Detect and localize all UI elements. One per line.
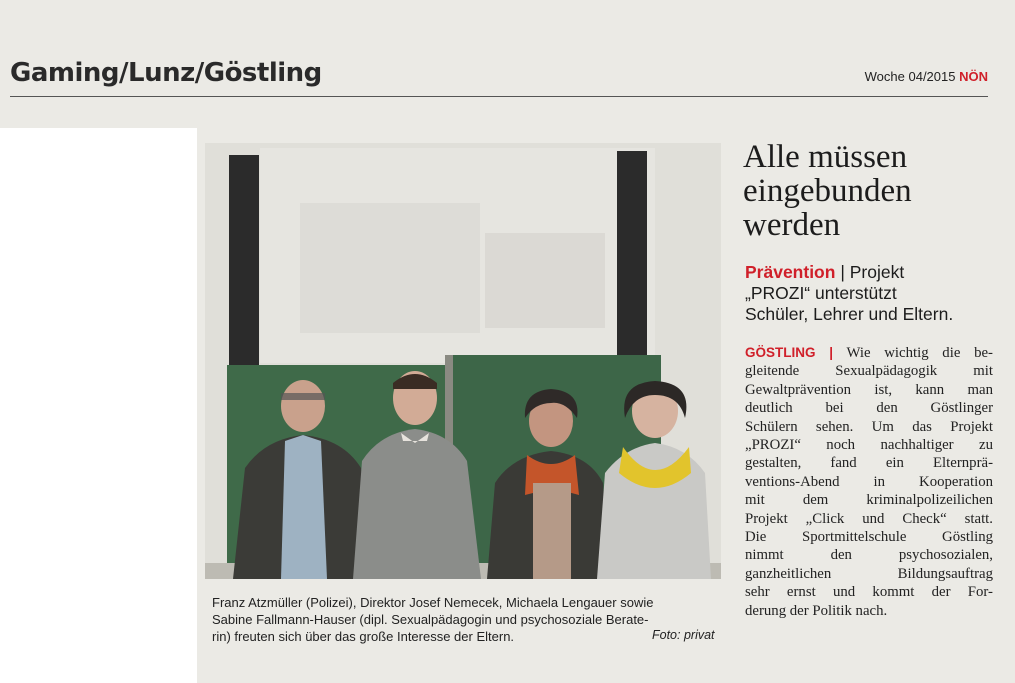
article-body — [745, 344, 993, 620]
body-line: nimmt den psychosozialen, — [745, 547, 993, 564]
body-line: „PROZI“ noch nachhaltiger zu — [745, 437, 993, 454]
section-title: Gaming/Lunz/Göstling — [10, 58, 322, 88]
header-rule — [10, 96, 988, 97]
body-line: gestalten, fand ein Elternprä- — [745, 455, 993, 472]
photo-credit: Foto: privat — [652, 628, 715, 642]
left-stand — [229, 155, 259, 370]
caption-line: Sabine Fallmann-Hauser (dipl. Sexualpädagogin und psychosoziale Berate- — [212, 612, 649, 627]
subhead-line: „PROZI“ unterstützt — [745, 283, 897, 303]
body-line: deutlich bei den Göstlinger — [745, 400, 993, 417]
right-stand — [617, 151, 647, 371]
body-line: ventions-Abend in Kooperation — [745, 473, 993, 490]
body-line: mit dem kriminalpolizeilichen — [745, 492, 993, 509]
body-line: Die Sportmittelschule Göstling — [745, 529, 993, 546]
headline-line: eingebunden — [743, 173, 912, 209]
body-line: Projekt „Click und Check“ statt. — [745, 510, 993, 527]
headline-line: werden — [743, 207, 841, 243]
body-line: Gewaltprävention ist, kann man — [745, 381, 993, 398]
dateline: GÖSTLING | — [745, 345, 834, 360]
body-line: gleitende Sexualpädagogik mit — [745, 363, 993, 380]
subhead-line: | Projekt — [840, 262, 905, 282]
article-headline — [743, 140, 1003, 242]
issue-week: Woche 04/2015 — [864, 69, 956, 84]
article-subhead — [745, 262, 1000, 325]
subhead-line: Schüler, Lehrer und Eltern. — [745, 304, 954, 324]
caption-line: rin) freuten sich über das große Interesse der Eltern. — [212, 629, 515, 644]
body-line: Schülern sehen. Um das Projekt — [745, 418, 993, 435]
issue-info — [865, 69, 988, 84]
body-line: Wie wichtig die be- — [846, 345, 993, 361]
photo-illustration — [205, 143, 721, 579]
kicker: Prävention — [745, 262, 836, 282]
body-line: ganzheitlichen Bildungsauftrag — [745, 565, 993, 582]
headline-line: Alle müssen — [743, 139, 908, 175]
caption-line: Franz Atzmüller (Polizei), Direktor Josef Nemecek, Michaela Lengauer sowie — [212, 595, 654, 610]
body-line: sehr ernst und kommt der For- — [745, 584, 993, 601]
brand-logo: NÖN — [959, 69, 988, 84]
body-line: derung der Politik nach. — [745, 602, 888, 619]
article-photo — [205, 143, 721, 579]
photo-caption — [212, 594, 727, 645]
blank-margin — [0, 128, 197, 683]
